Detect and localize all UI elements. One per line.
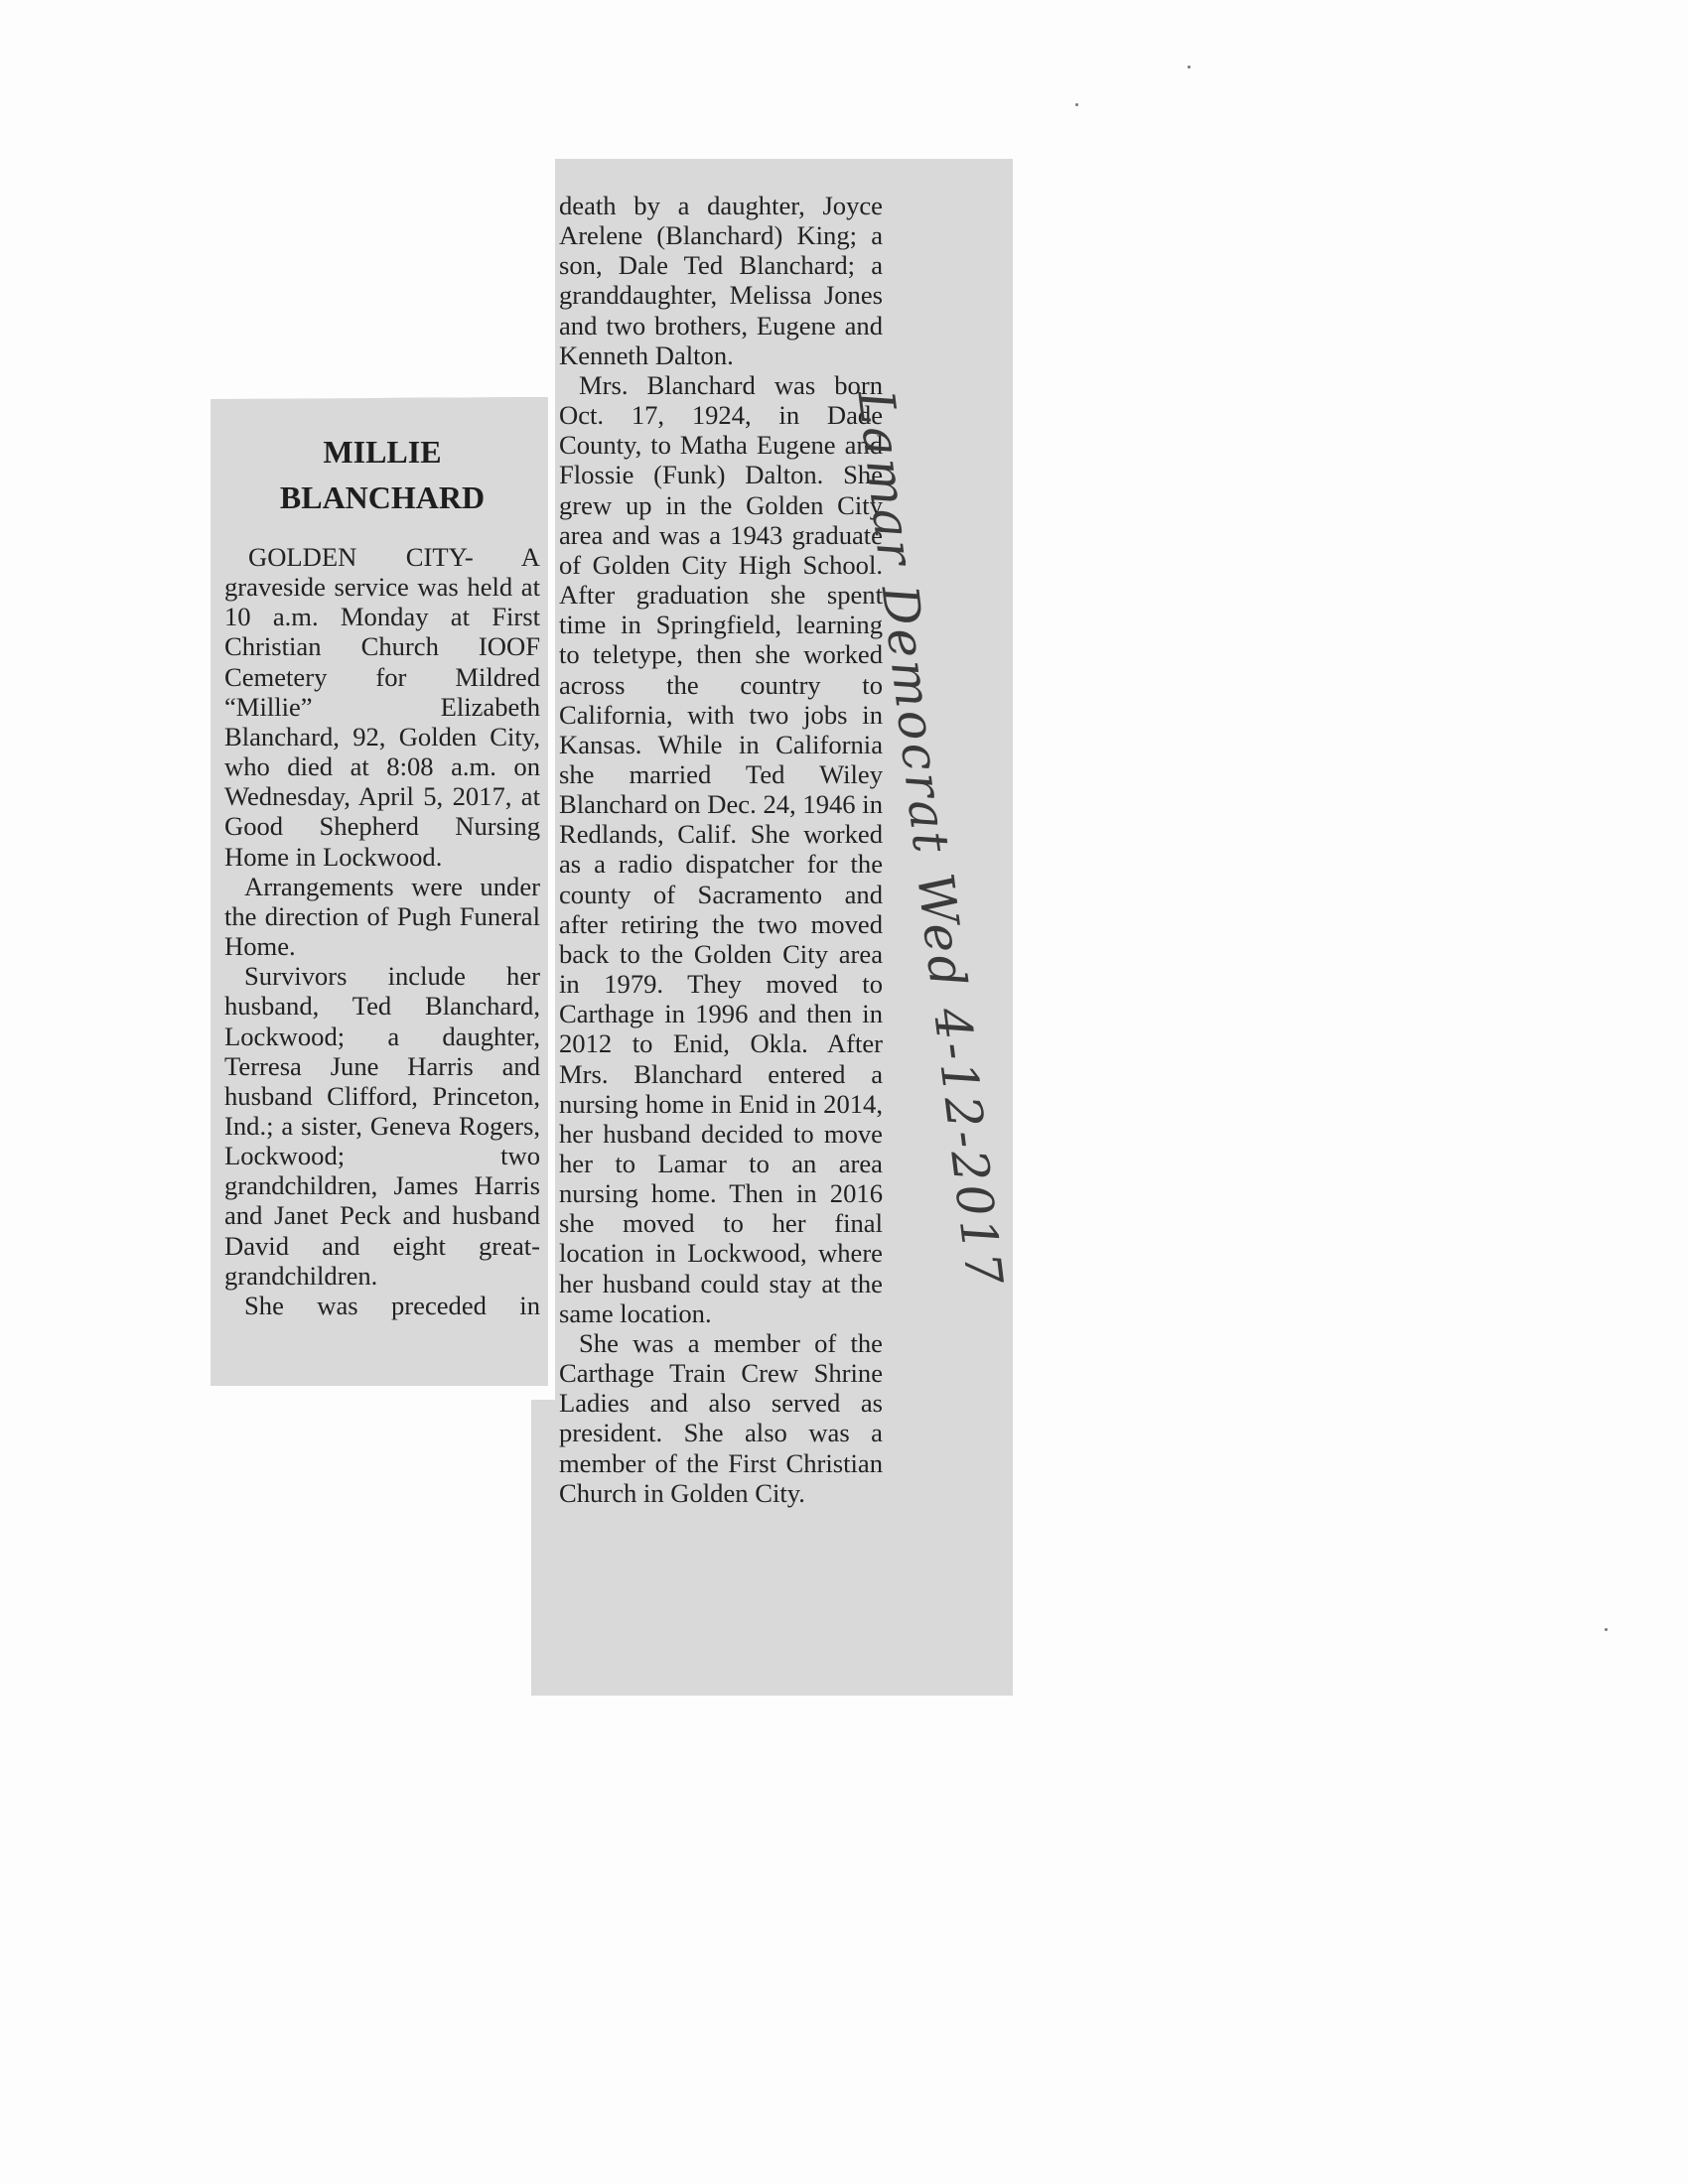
headline-last-name: BLANCHARD — [279, 479, 486, 515]
paragraph-arrangements: Arrangements were under the direction of Pugh Funeral Home. — [224, 871, 540, 962]
obituary-right-column — [559, 191, 883, 1508]
scan-speck — [1075, 103, 1078, 106]
paragraph-service: GOLDEN CITY- A graveside service was held at 10 a.m. Monday at First Christian Church IOOF Cemetery for Mildred “Millie” Elizabeth Blanchard, 92, Golden City, who died at 8:08 a.m. on Wednesday, April 5, 2017, at Good Shepherd Nursing Home in Lockwood. — [224, 542, 540, 872]
obituary-left-column — [224, 429, 540, 1320]
paragraph-preceded: She was preceded in — [244, 1290, 540, 1320]
obituary-headline — [224, 429, 540, 520]
headline-first-name: MILLIE — [323, 434, 442, 470]
paragraph-membership: She was a member of the Carthage Train Crew Shrine Ladies and also served as president. She also was a member of the First Christian Church in Golden City. — [559, 1327, 883, 1508]
scan-speck — [1605, 1628, 1608, 1631]
paragraph-survivors: Survivors include her husband, Ted Blanchard, Lockwood; a daughter, Terresa June Harris and husband Clifford, Princeton, Ind.; a sister, Geneva Rogers, Lockwood; two grandchildren, James Harris and Janet Peck and husband David and eight great-grandchildren. — [224, 961, 540, 1291]
paragraph-preceded-continued: death by a daughter, Joyce Arelene (Blanchard) King; a son, Dale Ted Blanchard; a granddaughter, Melissa Jones and two brothers, Eugene and Kenneth Dalton. — [559, 191, 883, 370]
handwritten-source-date-note: Lamar Democrat Wed 4-12-2017 — [846, 387, 1014, 1292]
scan-speck — [1188, 66, 1191, 68]
paragraph-biography: Mrs. Blanchard was born Oct. 17, 1924, in Dade County, to Matha Eugene and Flossie (Funk) Dalton. She grew up in the Golden City area and was a 1943 graduate of Golden City High School. After graduation she spent time in Springfield, learning to teletype, then she worked across the country to California, with two jobs in Kansas. While in California she married Ted Wiley Blanchard on Dec. 24, 1946 in Redlands, Calif. She worked as a radio dispatcher for the county of Sacramento and after retiring the two moved back to the Golden City area in 1979. They moved to Carthage in 1996 and then in 2012 to Enid, Okla. After Mrs. Blanchard entered a nursing home in Enid in 2014, her husband decided to move her to Lamar to an area nursing home. Then in 2016 she moved to her final location in Lockwood, where her husband could stay at the same location. — [559, 369, 883, 1328]
